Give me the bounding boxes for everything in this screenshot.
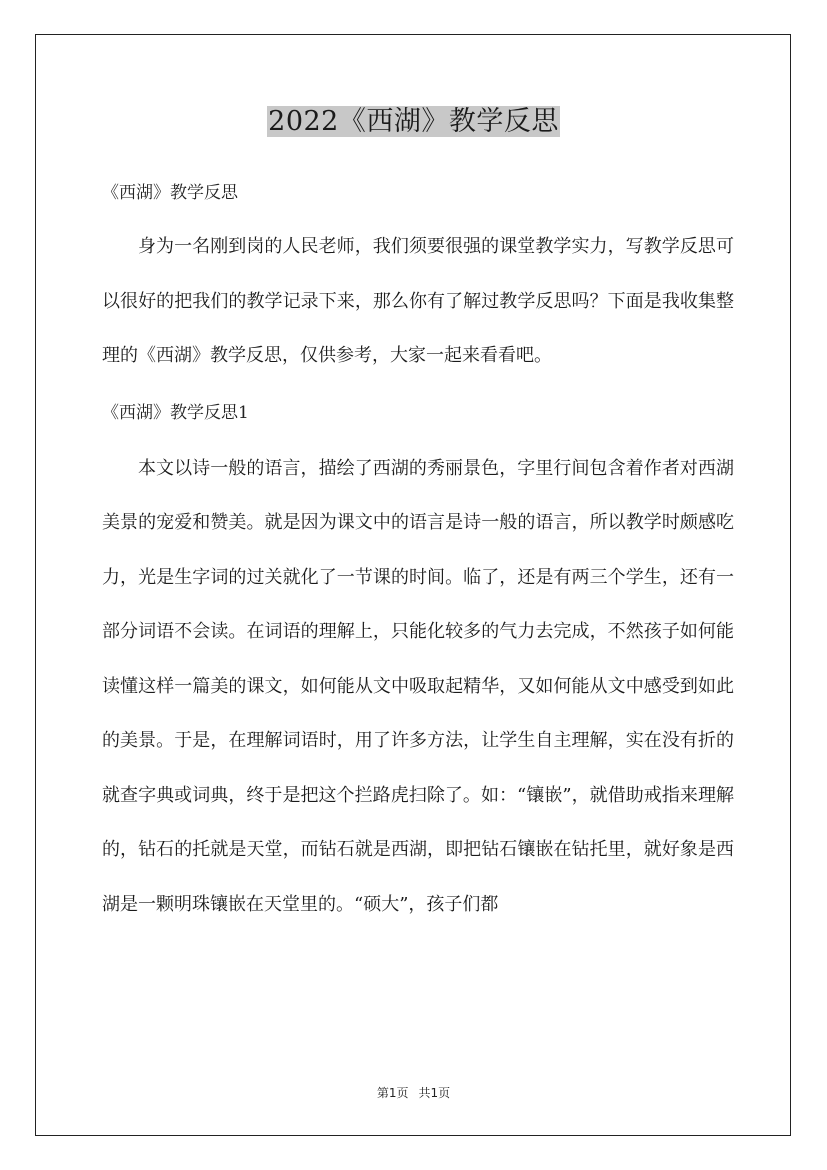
- document-body: [102, 170, 734, 932]
- document-title-text: 2022《西湖》教学反思: [268, 106, 559, 137]
- page-total: 共1页: [418, 1086, 451, 1100]
- document-title: [0, 100, 827, 144]
- section-heading: 《西湖》教学反思1: [102, 402, 249, 423]
- section-paragraph: 本文以诗一般的语言，描绘了西湖的秀丽景色，字里行间包含着作者对西湖美景的宠爱和赞美。就是因为课文中的语言是诗一般的语言，所以教学时颇感吃力，光是生字词的过关就化了一节课的时间。临了，还是有两三个学生，还有一部分词语不会读。在词语的理解上，只能化较多的气力去完成，不然孩子如何能读懂这样一篇美的课文，如何能从文中吸取起精华，又如何能从文中感受到如此的美景。于是，在理解词语时，用了许多方法，让学生自主理解，实在没有折的就查字典或词典，终于是把这个拦路虎扫除了。如：“镶嵌”，就借助戒指来理解的，钻石的托就是天堂，而钻石就是西湖，即把钻石镶嵌在钻托里，就好象是西湖是一颗明珠镶嵌在天堂里的。“硕大”，孩子们都: [102, 457, 734, 915]
- page-footer: [0, 1084, 827, 1101]
- page-number: 第1页: [376, 1086, 409, 1100]
- document-subtitle: 《西湖》教学反思: [102, 183, 238, 203]
- intro-paragraph: 身为一名刚到岗的人民老师，我们须要很强的课堂教学实力，写教学反思可以很好的把我们的教学记录下来，那么你有了解过教学反思吗？下面是我收集整理的《西湖》教学反思，仅供参考，大家一起来看看吧。: [102, 236, 734, 366]
